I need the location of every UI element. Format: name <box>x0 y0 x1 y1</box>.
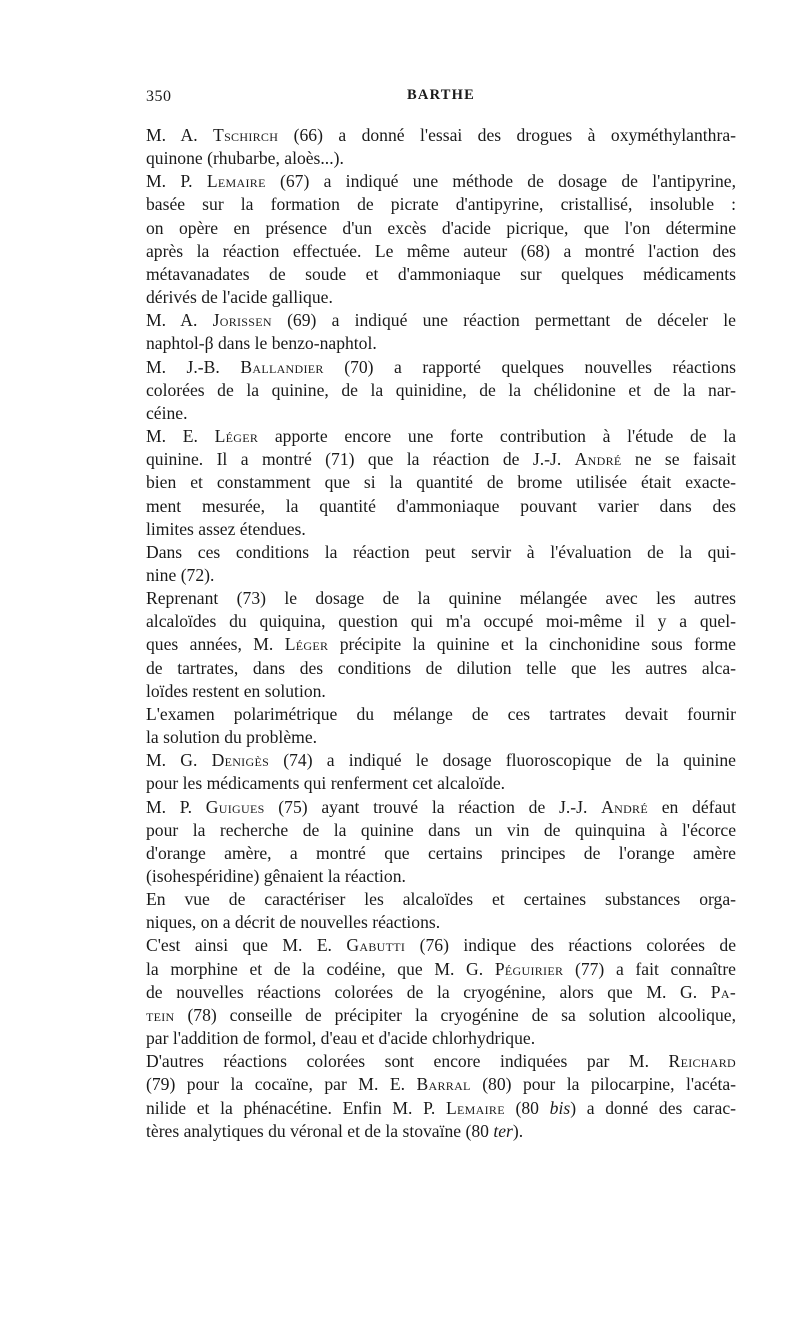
text-segment: (78) conseille de précipiter la cryogénine de sa solution alcoolique, <box>174 1004 736 1025</box>
text-segment: (79) pour la cocaïne, par M. E. <box>146 1074 417 1095</box>
text-line <box>146 610 736 633</box>
text-segment: dérivés de l'acide gallique. <box>146 287 333 308</box>
text-segment: pour les médicaments qui renferment cet alcaloïde. <box>146 773 506 794</box>
text-segment: M. J.-B. <box>146 356 241 377</box>
text-line <box>146 726 736 749</box>
text-line <box>146 819 736 842</box>
text-line <box>146 981 736 1004</box>
author-name: Gabutti <box>346 935 406 956</box>
text-segment: M. P. <box>146 796 206 817</box>
text-line <box>146 657 736 680</box>
text-line <box>146 193 736 216</box>
paragraph <box>146 703 736 749</box>
text-line <box>146 796 736 819</box>
text-segment: basée sur la formation de picrate d'antipyrine, cristallisé, insoluble : <box>146 194 736 215</box>
author-name: Guigues <box>205 796 265 817</box>
text-segment: ques années, M. <box>146 634 285 655</box>
paragraph <box>146 796 736 889</box>
author-name: Tschirch <box>213 125 279 145</box>
text-segment: tères analytiques du véronal et de la stovaïne (80 <box>146 1120 494 1141</box>
text-segment: (76) indique des réactions colorées de <box>405 935 736 956</box>
text-segment: M. P. <box>146 171 207 192</box>
author-name: Reichard <box>668 1051 736 1072</box>
author-name: Péguirier <box>494 958 564 979</box>
text-line <box>146 1097 736 1120</box>
text-segment: pour la recherche de la quinine dans un vin de quinquina à l'écorce <box>146 819 736 840</box>
text-segment: bien et constamment que si la quantité de brome utilisée était exacte- <box>146 472 736 493</box>
author-name: tein <box>146 1004 175 1025</box>
text-line <box>146 286 736 309</box>
author-name: André <box>574 449 622 470</box>
text-segment: (66) a donné l'essai des drogues à oxyméthylanthra- <box>278 125 736 145</box>
text-segment: en défaut <box>647 796 736 817</box>
text-line <box>146 865 736 888</box>
author-name: Léger <box>214 426 259 447</box>
text-line <box>146 541 736 564</box>
text-line <box>146 379 736 402</box>
text-line <box>146 147 736 170</box>
text-line <box>146 958 736 981</box>
text-line <box>146 587 736 610</box>
text-segment: céine. <box>146 402 188 423</box>
text-line <box>146 1073 736 1096</box>
text-line <box>146 448 736 471</box>
text-segment: (77) a fait connaître <box>563 958 736 979</box>
italic-text: bis <box>549 1097 571 1118</box>
text-line <box>146 471 736 494</box>
text-line <box>146 911 736 934</box>
text-segment: ment mesurée, la quantité d'ammoniaque pouvant varier dans des <box>146 495 736 516</box>
text-segment: alcaloïdes du quiquina, question qui m'a occupé moi-même il y a quel- <box>146 611 736 632</box>
paragraph <box>146 749 736 795</box>
text-segment: ) a donné des carac- <box>570 1097 736 1118</box>
paragraph <box>146 425 736 541</box>
text-segment: quinone (rhubarbe, aloès...). <box>146 148 344 169</box>
text-line <box>146 633 736 656</box>
text-segment: après la réaction effectuée. Le même auteur (68) a montré l'action des <box>146 240 736 261</box>
text-segment: L'examen polarimétrique du mélange de ces tartrates devait fournir <box>146 703 736 724</box>
text-segment: M. A. <box>146 125 214 145</box>
text-segment: M. E. <box>146 426 215 447</box>
text-segment: on opère en présence d'un excès d'acide picrique, que l'on détermine <box>146 217 736 238</box>
text-line <box>146 1050 736 1073</box>
text-segment: (74) a indiqué le dosage fluoroscopique de la quinine <box>269 750 736 771</box>
author-name: Lemaire <box>446 1097 505 1118</box>
author-name: Barral <box>416 1074 471 1095</box>
text-segment: Dans ces conditions la réaction peut servir à l'évaluation de la qui- <box>146 541 736 562</box>
paragraph <box>146 934 736 1050</box>
text-line <box>146 703 736 726</box>
text-line <box>146 1027 736 1050</box>
text-segment: colorées de la quinine, de la quinidine, de la chélidonine et de la nar- <box>146 379 736 400</box>
text-line <box>146 402 736 425</box>
text-segment: (75) ayant trouvé la réaction de J.-J. <box>264 796 602 817</box>
text-segment: métavanadates de soude et d'ammoniaque sur quelques médicaments <box>146 263 736 284</box>
text-line <box>146 749 736 772</box>
text-segment: M. G. <box>146 750 212 771</box>
text-line <box>146 772 736 795</box>
text-segment: nine (72). <box>146 564 215 585</box>
text-line <box>146 332 736 355</box>
paragraph <box>146 1050 736 1143</box>
page-number: 350 <box>146 88 172 105</box>
text-line <box>146 217 736 240</box>
text-segment: de tartrates, dans des conditions de dilution telle que les autres alca- <box>146 657 736 678</box>
text-segment: d'orange amère, a montré que certains principes de l'orange amère <box>146 842 736 863</box>
text-segment: la solution du problème. <box>146 727 318 748</box>
paragraph <box>146 170 736 309</box>
author-name: Jorissen <box>212 310 272 331</box>
text-segment: loïdes restent en solution. <box>146 680 326 701</box>
text-segment: de nouvelles réactions colorées de la cryogénine, alors que M. G. <box>146 981 711 1002</box>
text-segment: Reprenant (73) le dosage de la quinine mélangée avec les autres <box>146 588 736 609</box>
italic-text: ter <box>493 1120 513 1141</box>
text-segment: par l'addition de formol, d'eau et d'acide chlorhydrique. <box>146 1028 536 1049</box>
author-name: André <box>601 796 648 817</box>
text-segment: C'est ainsi que M. E. <box>146 935 347 956</box>
text-segment: apporte encore une forte contribution à l'étude de la <box>258 426 737 447</box>
text-segment: En vue de caractériser les alcaloïdes et certaines substances orga- <box>146 889 736 910</box>
text-segment: (67) a indiqué une méthode de dosage de l'antipyrine, <box>265 171 736 192</box>
body-text <box>146 124 736 1143</box>
text-line <box>146 564 736 587</box>
text-line <box>146 170 736 193</box>
text-segment: limites assez étendues. <box>146 518 306 539</box>
text-line <box>146 1004 736 1027</box>
text-segment: niques, on a décrit de nouvelles réactions. <box>146 912 441 933</box>
paragraph <box>146 124 736 170</box>
text-segment: quinine. Il a montré (71) que la réaction de J.-J. <box>146 449 575 470</box>
text-line <box>146 934 736 957</box>
paragraph <box>146 541 736 587</box>
text-segment: D'autres réactions colorées sont encore indiquées par M. <box>146 1051 669 1072</box>
text-segment: (70) a rapporté quelques nouvelles réactions <box>323 356 736 377</box>
text-line <box>146 263 736 286</box>
text-line <box>146 680 736 703</box>
paragraph <box>146 309 736 355</box>
text-line <box>146 888 736 911</box>
author-name: Pa- <box>710 981 736 1002</box>
text-segment: (80 <box>504 1097 550 1118</box>
text-segment: (isohespéridine) gênaient la réaction. <box>146 866 406 886</box>
text-line <box>146 518 736 541</box>
text-segment: (80) pour la pilocarpine, l'acéta- <box>470 1074 736 1095</box>
author-name: Ballandier <box>240 356 324 377</box>
text-line <box>146 495 736 518</box>
paragraph <box>146 888 736 934</box>
author-name: Lemaire <box>206 171 266 192</box>
text-line <box>146 842 736 865</box>
text-segment: M. A. <box>146 310 213 331</box>
text-line <box>146 1120 736 1143</box>
text-line <box>146 425 736 448</box>
text-segment: naphtol-β dans le benzo-naphtol. <box>146 333 377 354</box>
text-segment: la morphine et de la codéine, que M. G. <box>146 958 495 979</box>
text-line <box>146 309 736 332</box>
text-segment: ). <box>512 1120 524 1141</box>
author-name: Léger <box>284 634 329 655</box>
text-segment: nilide et la phénacétine. Enfin M. P. <box>146 1097 446 1118</box>
author-name: Denigès <box>211 750 270 771</box>
text-segment: précipite la quinine et la cinchonidine sous forme <box>328 634 736 655</box>
running-head: BARTHE <box>407 87 475 103</box>
paragraph <box>146 356 736 425</box>
text-segment: ne se faisait <box>621 449 736 470</box>
paragraph <box>146 587 736 703</box>
page-header <box>146 86 736 112</box>
text-line <box>146 356 736 379</box>
text-line <box>146 240 736 263</box>
text-segment: (69) a indiqué une réaction permettant de déceler le <box>271 310 736 331</box>
text-line <box>146 124 736 147</box>
